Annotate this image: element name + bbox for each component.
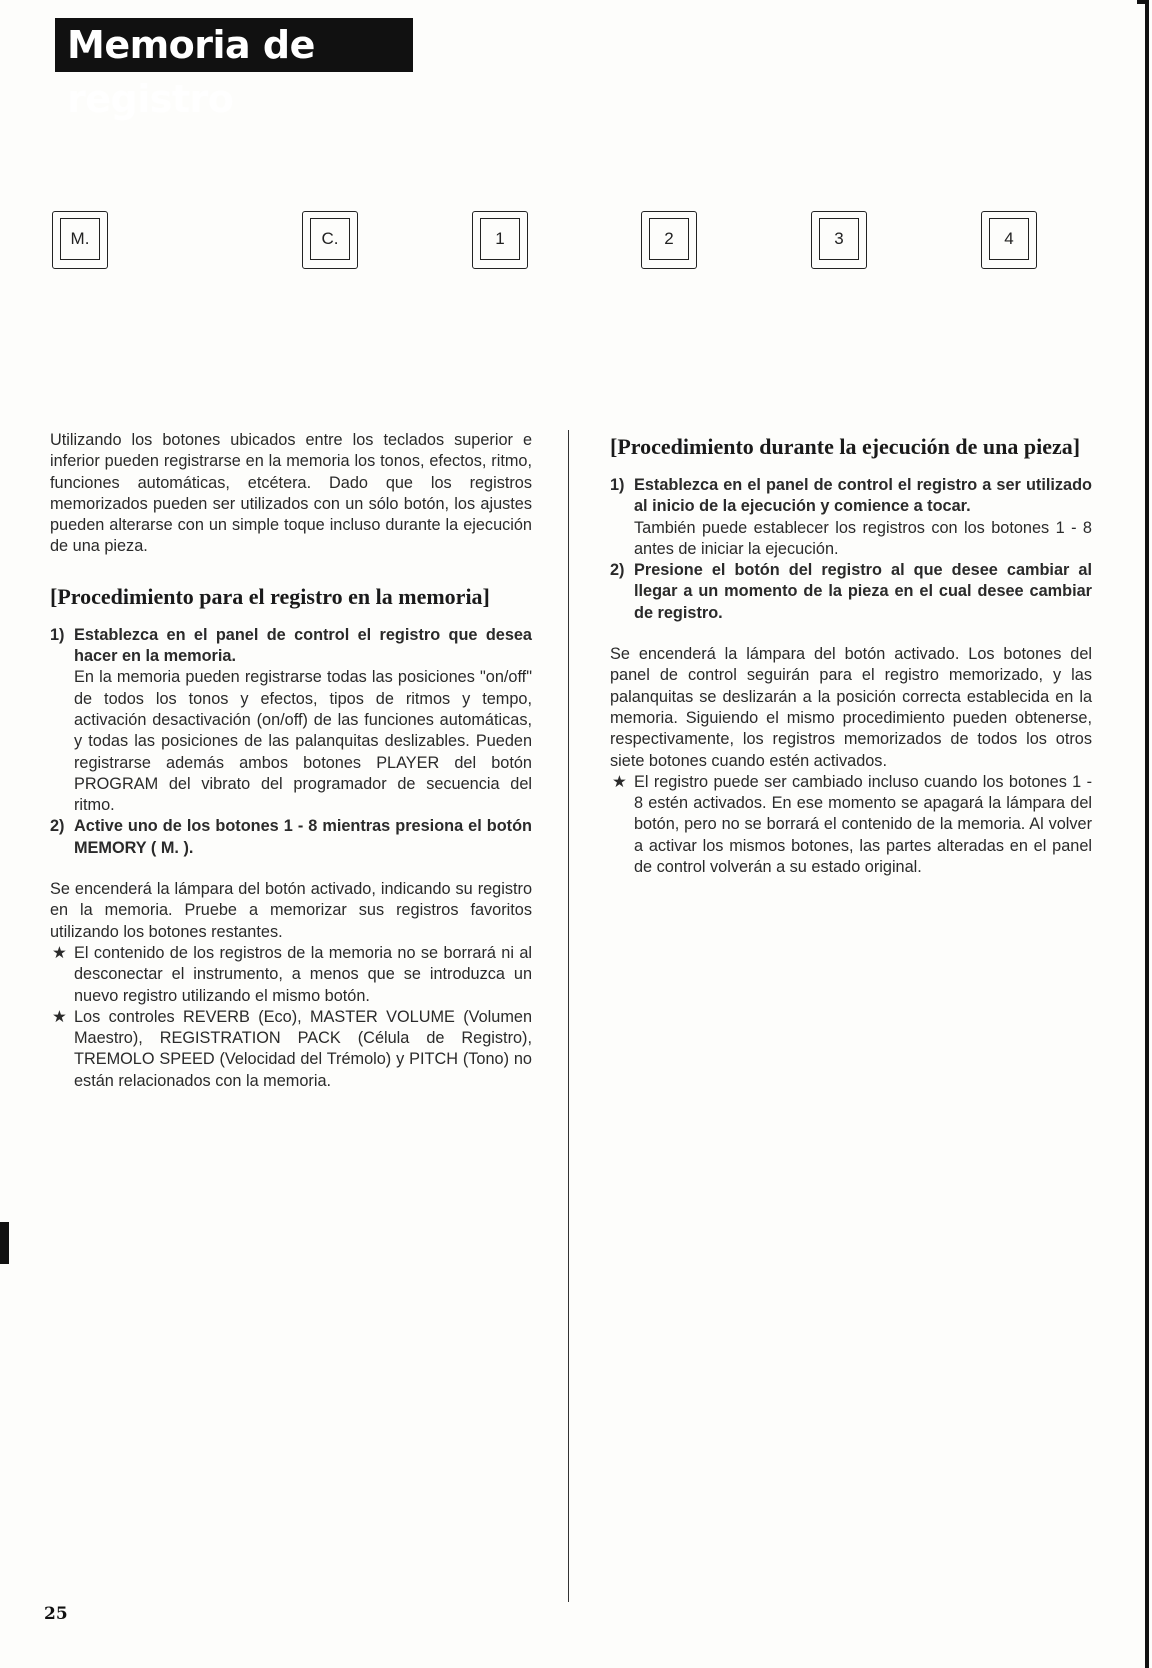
note-item <box>610 772 1092 878</box>
intro-paragraph: Utilizando los botones ubicados entre los teclados superior e inferior pueden registrarse en la memoria los tonos, efectos, ritmo, funciones automáticas, etcétera. Dado que los registros memorizados pueden ser utilizados con un sólo botón, los ajustes pueden alterarse con un simple toque incluso durante la ejecución de una pieza. <box>50 431 532 556</box>
step-title: Establezca en el panel de control el registro a ser utilizado al inicio de la ejecución y comience a tocar. <box>634 476 1092 516</box>
button-label: 3 <box>819 218 859 260</box>
registration-button-2-illustration <box>641 211 697 269</box>
step-item <box>50 816 532 859</box>
button-label: M. <box>60 218 100 260</box>
registration-button-4-illustration <box>981 211 1037 269</box>
step-title: Active uno de los botones 1 - 8 mientras presiona el botón MEMORY ( M. ). <box>74 817 532 857</box>
step-title: Establezca en el panel de control el registro que desea hacer en la memoria. <box>74 625 532 666</box>
step-number: 2) <box>610 561 625 580</box>
cancel-button-illustration <box>302 211 358 269</box>
result-paragraph: Se encenderá la lámpara del botón activado. Los botones del panel de control seguirán para el registro memorizado, y las palanquitas se deslizarán a la posición correcta establecida en la memoria. Siguiendo el mismo procedimiento pueden obtenerse, respectivamente, los registros memorizados de todos los otros siete botones cuando estén activados. <box>610 645 1092 770</box>
note-text: El registro puede ser cambiado incluso cuando los botones 1 - 8 estén activados. En ese momento se apagará la lámpara del botón, pero no se borrará el contenido de la memoria. Al volver a activar los mismos botones, las partes alteradas en el panel de control volverán a su estado original. <box>634 772 1092 877</box>
margin-tab-mark <box>0 1222 9 1264</box>
step-title: Presione el botón del registro al que desee cambiar al llegar a un momento de la pieza en el cual desee cambiar de registro. <box>634 561 1092 622</box>
registration-button-3-illustration <box>811 211 867 269</box>
step-item <box>50 625 532 817</box>
page-title: Memoria de registro <box>55 18 413 72</box>
step-body: En la memoria pueden registrarse todas las posiciones "on/off" de todos los tonos y efectos, tipos de ritmos y tempo, activación desactivación (on/off) de las funciones automáticas, y todas las posiciones de las palanquitas deslizables. Pueden registrarse además ambos botones PLAYER del botón PROGRAM del vibrato del programador de secuencia del ritmo. <box>74 668 532 815</box>
section-heading: [Procedimiento durante la ejecución de una pieza] <box>610 434 1081 459</box>
note-item <box>50 1007 532 1092</box>
page-edge-rule <box>1145 0 1149 1668</box>
left-column <box>50 430 532 1092</box>
step-body: También puede establecer los registros con los botones 1 - 8 antes de iniciar la ejecución. <box>634 518 1092 558</box>
step-number: 1) <box>50 625 65 644</box>
memory-button-illustration <box>52 211 108 269</box>
step-item <box>610 475 1092 560</box>
button-label: C. <box>310 218 350 260</box>
star-icon: ★ <box>52 1007 67 1026</box>
button-label: 4 <box>989 218 1029 260</box>
page-corner-mark <box>1137 0 1149 4</box>
note-text: El contenido de los registros de la memoria no se borrará ni al desconectar el instrumento, a menos que se introduzca un nuevo registro utilizando el mismo botón. <box>74 943 532 1005</box>
button-label: 2 <box>649 218 689 260</box>
registration-button-1-illustration <box>472 211 528 269</box>
page-number: 25 <box>44 1604 68 1624</box>
step-item <box>610 560 1092 624</box>
step-number: 2) <box>50 817 65 836</box>
section-heading: [Procedimiento para el registro en la memoria] <box>50 583 490 609</box>
star-icon: ★ <box>612 772 627 791</box>
button-label: 1 <box>480 218 520 260</box>
note-item <box>50 943 532 1007</box>
result-paragraph: Se encenderá la lámpara del botón activado, indicando su registro en la memoria. Pruebe a memorizar sus registros favoritos utilizando los botones restantes. <box>50 880 532 941</box>
column-divider <box>568 430 569 1602</box>
note-text: Los controles REVERB (Eco), MASTER VOLUME (Volumen Maestro), REGISTRATION PACK (Célula de Registro), TREMOLO SPEED (Velocidad del Trémolo) y PITCH (Tono) no están relacionados con la memoria. <box>74 1007 532 1090</box>
right-column <box>610 430 1092 878</box>
star-icon: ★ <box>52 943 67 962</box>
step-number: 1) <box>610 476 625 494</box>
